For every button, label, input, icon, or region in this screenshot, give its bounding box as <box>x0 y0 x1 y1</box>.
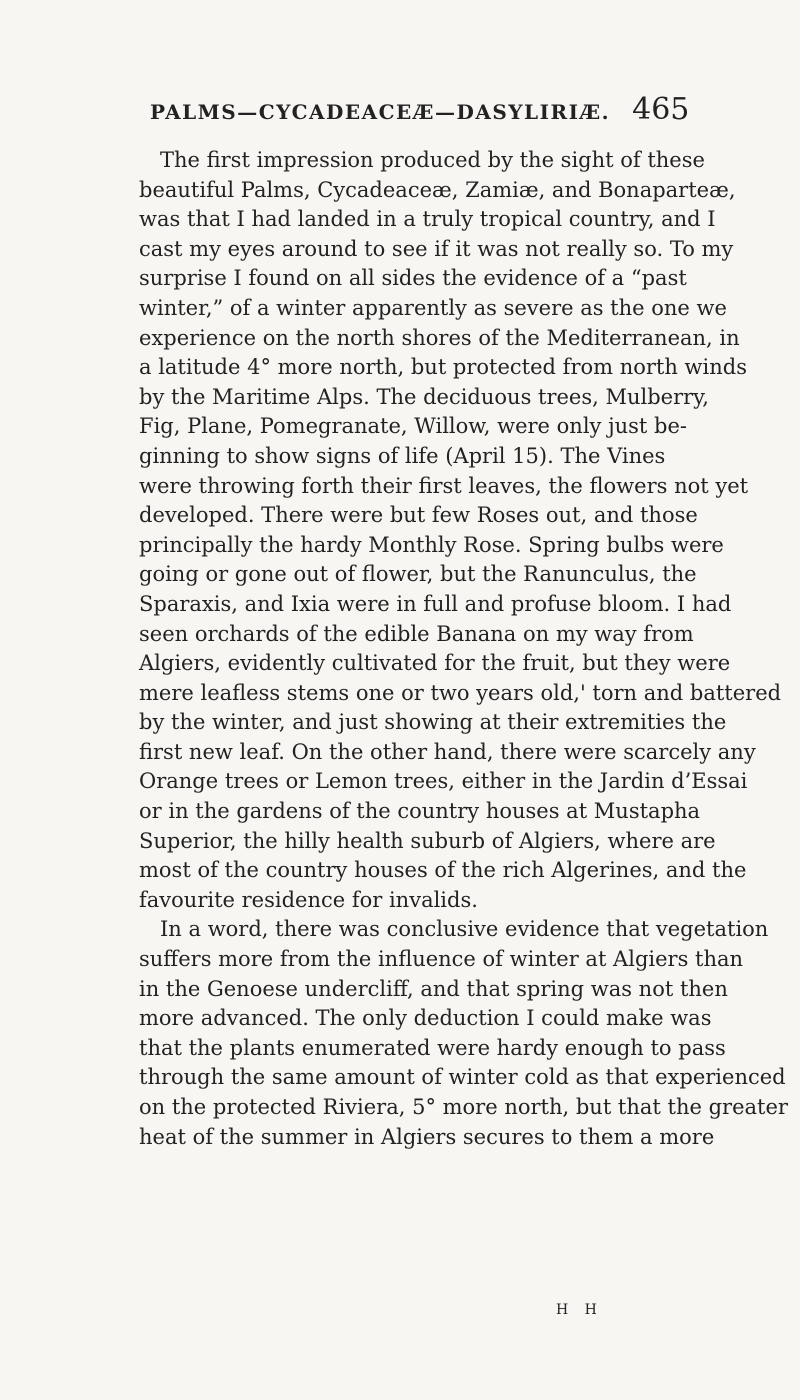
text-line: suffers more from the influence of winter at Algiers than <box>139 947 744 972</box>
text-line: mere leafless stems one or two years old,' torn and battered <box>139 680 782 705</box>
text-line: In a word, there was conclusive evidence that vegetation <box>160 917 769 942</box>
text-line: favourite residence for invalids. <box>139 887 478 912</box>
text-line: principally the hardy Monthly Rose. Spring bulbs were <box>139 532 724 557</box>
text-line: cast my eyes around to see if it was not really so. To my <box>139 236 734 261</box>
running-head <box>150 92 690 132</box>
text-line: beautiful Palms, Cycadeaceæ, Zamiæ, and Bonaparteæ, <box>139 177 736 202</box>
text-line: surprise I found on all sides the evidence of a “past <box>139 266 687 291</box>
text-line: were throwing forth their first leaves, the flowers not yet <box>139 473 749 498</box>
text-line: Algiers, evidently cultivated for the fruit, but they were <box>139 651 731 676</box>
text-line: most of the country houses of the rich Algerines, and the <box>139 858 747 883</box>
text-line: by the Maritime Alps. The deciduous trees, Mulberry, <box>139 384 709 409</box>
text-line: developed. There were but few Roses out, and those <box>139 503 698 528</box>
signature-mark: H H <box>556 1302 603 1318</box>
text-line: by the winter, and just showing at their extremities the <box>139 710 727 735</box>
text-line: in the Genoese undercliff, and that spring was not then <box>139 976 728 1001</box>
text-line: ginning to show signs of life (April 15). The Vines <box>139 443 666 468</box>
text-line: through the same amount of winter cold as that experienced <box>139 1065 786 1090</box>
text-line: Fig, Plane, Pomegranate, Willow, were only just be- <box>139 414 687 439</box>
text-line: was that I had landed in a truly tropical country, and I <box>139 207 716 232</box>
body-text <box>139 146 788 1152</box>
text-line: that the plants enumerated were hardy enough to pass <box>139 1035 726 1060</box>
text-line: Superior, the hilly health suburb of Algiers, where are <box>139 828 716 853</box>
text-line: Orange trees or Lemon trees, either in the Jardin d’Essai <box>139 769 748 794</box>
text-line: seen orchards of the edible Banana on my way from <box>139 621 694 646</box>
running-head-title: PALMS—CYCADEACEÆ—DASYLIRIÆ. <box>150 100 611 124</box>
text-line: more advanced. The only deduction I could make was <box>139 1006 712 1031</box>
text-line: first new leaf. On the other hand, there were scarcely any <box>139 739 756 764</box>
page-number: 465 <box>632 92 690 127</box>
text-line: Sparaxis, and Ixia were in full and profuse bloom. I had <box>139 591 732 616</box>
text-line: or in the gardens of the country houses at Mustapha <box>139 799 701 824</box>
text-line: winter,” of a winter apparently as severe as the one we <box>139 295 727 320</box>
text-line: on the protected Riviera, 5° more north, but that the greater <box>139 1095 788 1119</box>
text-line: experience on the north shores of the Mediterranean, in <box>139 325 740 350</box>
text-line: a latitude 4° more north, but protected from north winds <box>139 355 747 380</box>
text-line: going or gone out of flower, but the Ranunculus, the <box>139 562 697 587</box>
text-line: heat of the summer in Algiers secures to them a more <box>139 1124 715 1149</box>
text-line: The first impression produced by the sight of these <box>160 148 705 172</box>
